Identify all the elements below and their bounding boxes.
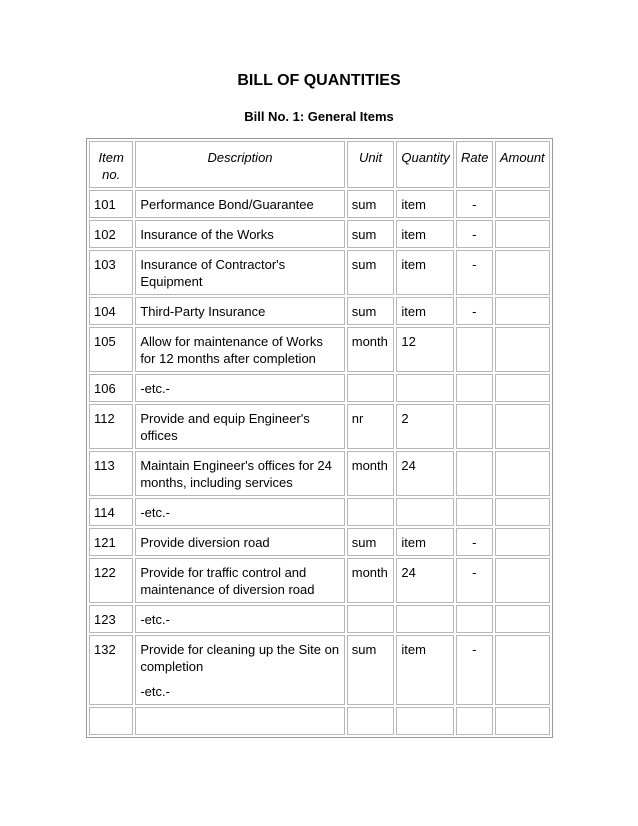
item-number-cell: 101 [89,190,133,218]
item-number-cell: 123 [89,605,133,633]
rate-cell [456,498,493,526]
header-quantity: Quantity [396,141,454,188]
item-number-cell: 104 [89,297,133,325]
unit-cell [347,707,395,735]
description-text: Provide for cleaning up the Site on completion [140,642,340,674]
table-row [89,635,550,705]
unit-cell [347,605,395,633]
rate-cell [456,605,493,633]
amount-cell [495,558,550,603]
item-number-cell: 102 [89,220,133,248]
amount-cell [495,220,550,248]
description-cell: Allow for maintenance of Works for 12 months after completion [135,327,344,372]
rate-cell: - [456,297,493,325]
item-number-cell: 122 [89,558,133,603]
description-cell: -etc.- [135,605,344,633]
rate-cell: - [456,558,493,603]
amount-cell [495,605,550,633]
description-cell: Insurance of Contractor's Equipment [135,250,344,295]
amount-cell [495,190,550,218]
amount-cell [495,327,550,372]
table-row [89,451,550,496]
amount-cell [495,297,550,325]
table-row [89,404,550,449]
amount-cell [495,404,550,449]
rate-cell [456,707,493,735]
table-row [89,528,550,556]
bill-of-quantities-table [86,138,553,738]
item-number-cell: 105 [89,327,133,372]
item-number-cell: 112 [89,404,133,449]
document-title: BILL OF QUANTITIES [237,72,401,89]
rate-cell: - [456,528,493,556]
header-rate: Rate [456,141,493,188]
table-row [89,297,550,325]
header-description: Description [135,141,344,188]
unit-cell: nr [347,404,395,449]
header-unit: Unit [347,141,395,188]
quantity-cell: 24 [396,558,454,603]
rate-cell: - [456,635,493,705]
item-number-cell: 132 [89,635,133,705]
table-row [89,250,550,295]
header-item-no: Item no. [89,141,133,188]
item-number-cell: 103 [89,250,133,295]
item-number-cell: 113 [89,451,133,496]
description-cell: Maintain Engineer's offices for 24 months, including services [135,451,344,496]
unit-cell: sum [347,297,395,325]
table-header-row [89,141,550,188]
rate-cell [456,327,493,372]
quantity-cell: item [396,528,454,556]
table-row [89,498,550,526]
quantity-cell: item [396,250,454,295]
description-cell [135,707,344,735]
rate-cell [456,374,493,402]
table-row [89,707,550,735]
header-amount: Amount [495,141,550,188]
unit-cell: sum [347,635,395,705]
table-row [89,327,550,372]
quantity-cell: item [396,190,454,218]
table-row [89,220,550,248]
quantity-cell: item [396,220,454,248]
item-number-cell [89,707,133,735]
quantity-cell [396,605,454,633]
unit-cell: month [347,327,395,372]
amount-cell [495,498,550,526]
rate-cell [456,404,493,449]
description-cell: Third-Party Insurance [135,297,344,325]
description-cell: Provide for traffic control and maintenance of diversion road [135,558,344,603]
quantity-cell: 24 [396,451,454,496]
description-cell: Provide diversion road [135,528,344,556]
unit-cell [347,498,395,526]
description-cell: -etc.- [135,498,344,526]
amount-cell [495,528,550,556]
table-row [89,558,550,603]
amount-cell [495,635,550,705]
table-row [89,605,550,633]
quantity-cell: item [396,635,454,705]
unit-cell [347,374,395,402]
quantity-cell: 2 [396,404,454,449]
item-number-cell: 121 [89,528,133,556]
description-cell: Insurance of the Works [135,220,344,248]
rate-cell: - [456,220,493,248]
description-cell: Performance Bond/Guarantee [135,190,344,218]
item-number-cell: 106 [89,374,133,402]
amount-cell [495,451,550,496]
unit-cell: month [347,558,395,603]
unit-cell: sum [347,220,395,248]
table-row [89,374,550,402]
rate-cell: - [456,250,493,295]
unit-cell: sum [347,250,395,295]
amount-cell [495,250,550,295]
bill-subtitle: Bill No. 1: General Items [244,109,394,124]
amount-cell [495,374,550,402]
description-cell: -etc.- [135,374,344,402]
quantity-cell [396,374,454,402]
rate-cell: - [456,190,493,218]
amount-cell [495,707,550,735]
unit-cell: sum [347,528,395,556]
description-cell: Provide and equip Engineer's offices [135,404,344,449]
description-cell [135,635,344,705]
quantity-cell [396,498,454,526]
quantity-cell: item [396,297,454,325]
rate-cell [456,451,493,496]
item-number-cell: 114 [89,498,133,526]
quantity-cell: 12 [396,327,454,372]
table-row [89,190,550,218]
quantity-cell [396,707,454,735]
unit-cell: sum [347,190,395,218]
description-note: -etc.- [140,684,170,699]
unit-cell: month [347,451,395,496]
